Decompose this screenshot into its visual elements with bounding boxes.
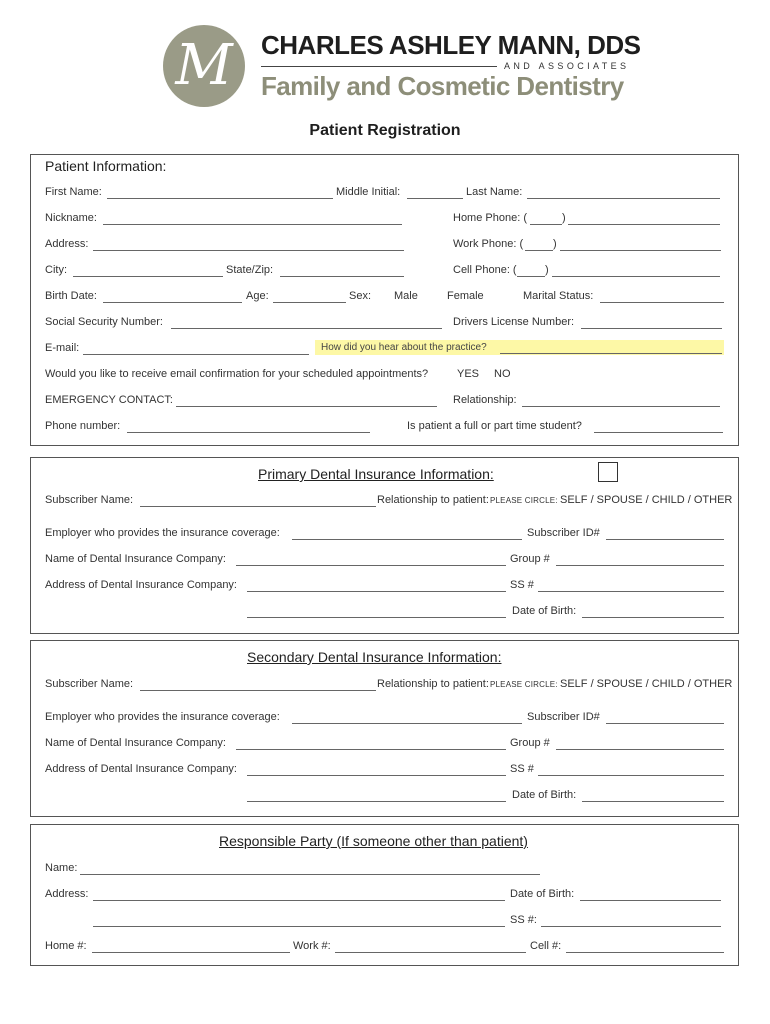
primary-ss-field[interactable] [538,591,724,592]
cell-phone-paren: ) [545,264,549,276]
marital-status-label: Marital Status: [523,290,594,302]
primary-please-circle: PLEASE CIRCLE: [490,496,558,505]
primary-group-label: Group # [510,553,550,565]
email-confirmation-label: Would you like to receive email confirmation for your scheduled appointments? [45,368,429,380]
primary-insurance-checkbox[interactable] [598,462,618,482]
responsible-cell-field[interactable] [566,952,724,953]
emergency-contact-field[interactable] [176,406,437,407]
responsible-work-field[interactable] [335,952,526,953]
email-confirmation-yes[interactable]: YES [457,368,480,380]
birth-date-field[interactable] [103,302,242,303]
primary-company-address-label: Address of Dental Insurance Company: [45,579,237,591]
practice-name: CHARLES ASHLEY MANN, DDS [261,30,641,60]
marital-status-field[interactable] [600,302,724,303]
first-name-label: First Name: [45,186,102,198]
city-label: City: [45,264,67,276]
referral-source-label: How did you hear about the practice? [321,342,487,353]
responsible-work-label: Work #: [293,940,331,952]
responsible-home-field[interactable] [92,952,290,953]
primary-company-address-line2[interactable] [247,617,506,618]
ssn-field[interactable] [171,328,442,329]
work-phone-label: Work Phone: ( [453,238,524,250]
middle-initial-label: Middle Initial: [336,186,401,198]
emergency-relationship-field[interactable] [522,406,720,407]
secondary-relationship-options[interactable]: SELF / SPOUSE / CHILD / OTHER [560,678,733,690]
ssn-label: Social Security Number: [45,316,163,328]
form-title: Patient Registration [309,122,461,139]
secondary-subscriber-name-label: Subscriber Name: [45,678,134,690]
home-phone-area-field[interactable] [530,224,562,225]
primary-subscriber-id-field[interactable] [606,539,724,540]
email-label: E-mail: [45,342,80,354]
emergency-contact-label: EMERGENCY CONTACT: [45,394,173,406]
home-phone-paren: ) [562,212,566,224]
email-field[interactable] [83,354,309,355]
primary-employer-label: Employer who provides the insurance coverage: [45,527,280,539]
practice-associates: AND ASSOCIATES [504,61,630,71]
last-name-field[interactable] [527,198,720,199]
responsible-ss-field[interactable] [541,926,721,927]
primary-insurance-title: Primary Dental Insurance Information: [258,466,494,482]
primary-ss-label: SS # [510,579,534,591]
responsible-name-label: Name: [45,862,78,874]
emergency-relationship-label: Relationship: [453,394,517,406]
student-label: Is patient a full or part time student? [407,420,582,432]
patient-information-title: Patient Information: [45,158,167,174]
secondary-group-label: Group # [510,737,550,749]
city-field[interactable] [73,276,223,277]
secondary-please-circle: PLEASE CIRCLE: [490,680,558,689]
practice-tagline: Family and Cosmetic Dentistry [261,71,624,101]
secondary-subscriber-name-field[interactable] [140,690,376,691]
age-field[interactable] [273,302,346,303]
first-name-field[interactable] [107,198,333,199]
brand-divider [261,66,497,67]
home-phone-label: Home Phone: ( [453,212,527,224]
primary-relationship-label: Relationship to patient: [377,494,489,506]
drivers-license-field[interactable] [581,328,722,329]
primary-dob-field[interactable] [582,617,724,618]
work-phone-paren: ) [553,238,557,250]
responsible-address-line2[interactable] [93,926,505,927]
address-field[interactable] [93,250,404,251]
secondary-subscriber-id-field[interactable] [606,723,724,724]
responsible-party-title: Responsible Party (If someone other than patient) [219,833,528,849]
secondary-group-field[interactable] [556,749,724,750]
middle-initial-field[interactable] [407,198,463,199]
address-label: Address: [45,238,89,250]
secondary-company-address-line2[interactable] [247,801,506,802]
primary-relationship-options[interactable]: SELF / SPOUSE / CHILD / OTHER [560,494,733,506]
secondary-company-name-field[interactable] [236,749,506,750]
cell-phone-label: Cell Phone: ( [453,264,517,276]
emergency-phone-label: Phone number: [45,420,121,432]
responsible-ss-label: SS #: [510,914,537,926]
birth-date-label: Birth Date: [45,290,97,302]
secondary-ss-field[interactable] [538,775,724,776]
secondary-dob-field[interactable] [582,801,724,802]
state-zip-field[interactable] [280,276,404,277]
drivers-license-label: Drivers License Number: [453,316,575,328]
primary-subscriber-name-label: Subscriber Name: [45,494,134,506]
nickname-label: Nickname: [45,212,97,224]
secondary-ss-label: SS # [510,763,534,775]
primary-subscriber-name-field[interactable] [140,506,376,507]
secondary-company-name-label: Name of Dental Insurance Company: [45,737,226,749]
primary-employer-field[interactable] [292,539,522,540]
work-phone-field[interactable] [560,250,721,251]
student-field[interactable] [594,432,723,433]
secondary-employer-label: Employer who provides the insurance coverage: [45,711,280,723]
responsible-cell-label: Cell #: [530,940,562,952]
home-phone-field[interactable] [568,224,720,225]
practice-logo [163,25,245,107]
work-phone-area-field[interactable] [525,250,553,251]
nickname-field[interactable] [103,224,402,225]
referral-source-line [500,353,722,354]
responsible-dob-field[interactable] [580,900,721,901]
primary-company-name-field[interactable] [236,565,506,566]
primary-group-field[interactable] [556,565,724,566]
responsible-dob-label: Date of Birth: [510,888,575,900]
responsible-address-label: Address: [45,888,89,900]
secondary-company-address-field[interactable] [247,775,506,776]
state-zip-label: State/Zip: [226,264,274,276]
primary-dob-label: Date of Birth: [512,605,577,617]
secondary-employer-field[interactable] [292,723,522,724]
secondary-dob-label: Date of Birth: [512,789,577,801]
email-confirmation-no[interactable]: NO [494,368,511,380]
cell-phone-area-field[interactable] [517,276,545,277]
secondary-relationship-label: Relationship to patient: [377,678,489,690]
primary-insurance-section [30,457,739,634]
sex-option-female[interactable]: Female [447,290,484,302]
cell-phone-field[interactable] [552,276,720,277]
primary-company-address-field[interactable] [247,591,506,592]
secondary-company-address-label: Address of Dental Insurance Company: [45,763,237,775]
secondary-insurance-title: Secondary Dental Insurance Information: [247,649,502,665]
primary-company-name-label: Name of Dental Insurance Company: [45,553,226,565]
responsible-home-label: Home #: [45,940,87,952]
logo-monogram: M [175,33,233,98]
secondary-insurance-section [30,640,739,817]
emergency-phone-field[interactable] [127,432,370,433]
responsible-name-field[interactable] [80,874,540,875]
secondary-subscriber-id-label: Subscriber ID# [527,711,600,723]
primary-subscriber-id-label: Subscriber ID# [527,527,600,539]
responsible-address-field[interactable] [93,900,505,901]
sex-label: Sex: [349,290,372,302]
age-label: Age: [246,290,269,302]
last-name-label: Last Name: [466,186,523,198]
sex-option-male[interactable]: Male [394,290,418,302]
